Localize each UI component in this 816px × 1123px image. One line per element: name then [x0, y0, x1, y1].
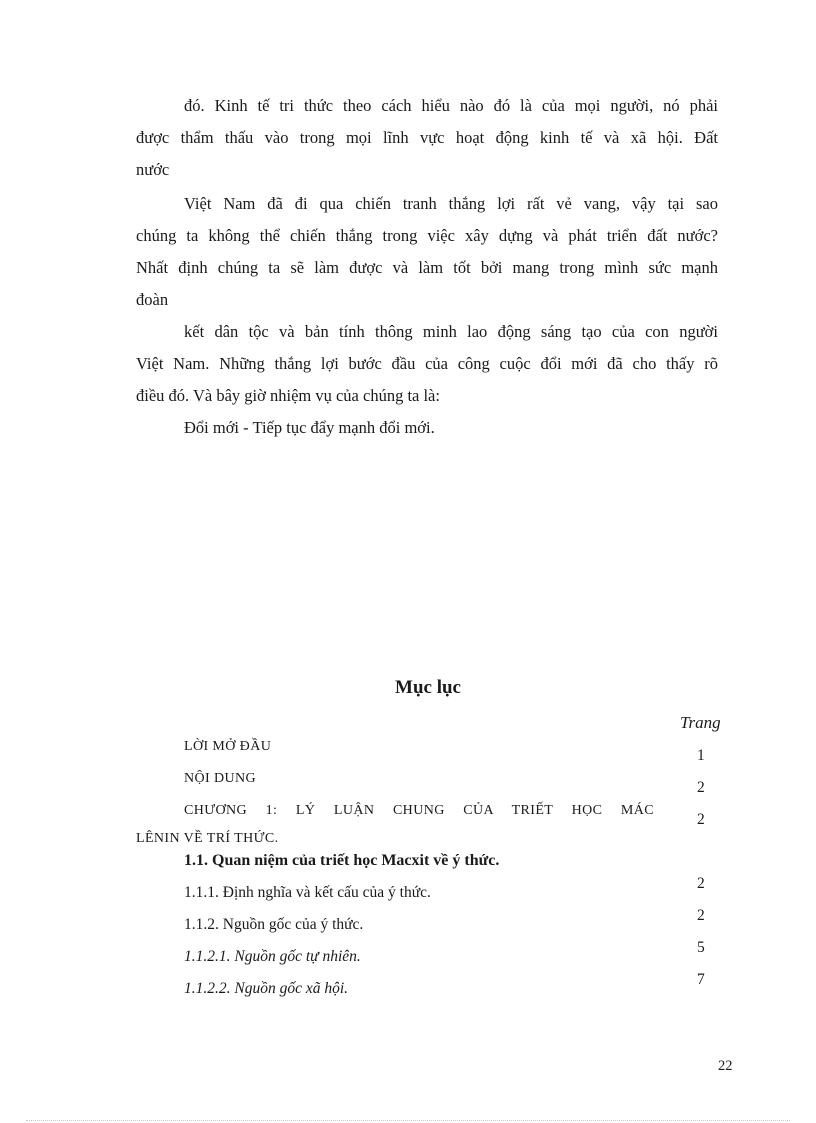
toc-entry-1-1-2[interactable]: 1.1.2. Nguồn gốc của ý thức. — [184, 916, 364, 933]
paragraph-2 — [136, 188, 718, 316]
toc-page-number: 7 — [697, 971, 705, 988]
text-line: nước — [136, 160, 170, 179]
paragraph-3 — [136, 316, 718, 412]
text-line: đó. Kinh tế tri thức theo cách hiểu nào đó là của mọi người, nó phải — [184, 96, 718, 115]
toc-entries — [136, 731, 654, 855]
toc-page-number: 2 — [697, 811, 705, 828]
toc-entry-chuong-1-cont[interactable]: LÊNIN VỀ TRÍ THỨC. — [136, 831, 279, 846]
toc-entry-loi-mo-dau[interactable]: LỜI MỞ ĐẦU — [184, 739, 272, 754]
toc-page-number: 5 — [697, 939, 705, 956]
toc-entry-1-1[interactable]: 1.1. Quan niệm của triết học Macxit về ý thức. — [184, 852, 500, 869]
toc-page-number: 2 — [697, 907, 705, 924]
text-line: chúng ta không thể chiến thắng trong việc xây dựng và phát triển đất nước? — [136, 226, 718, 245]
text-line: điều đó. Và bây giờ nhiệm vụ của chúng ta là: — [136, 386, 440, 405]
paragraph-4 — [136, 412, 718, 444]
toc-entry-1-1-2-1[interactable]: 1.1.2.1. Nguồn gốc tự nhiên. — [184, 948, 361, 965]
text-line: được thẩm thấu vào trong mọi lĩnh vực hoạt động kinh tế và xã hội. Đất — [136, 128, 718, 147]
toc-page-number: 2 — [697, 779, 705, 796]
toc-entries-sub — [136, 845, 654, 1005]
text-line: Việt Nam đã đi qua chiến tranh thắng lợi rất vẻ vang, vậy tại sao — [184, 194, 718, 213]
text-line: kết dân tộc và bản tính thông minh lao động sáng tạo của con người — [184, 322, 718, 341]
paragraph-1 — [136, 90, 718, 186]
footer-divider — [26, 1120, 790, 1121]
text-line: Việt Nam. Những thắng lợi bước đầu của công cuộc đổi mới đã cho thấy rõ — [136, 354, 718, 373]
toc-entry-1-1-2-2[interactable]: 1.1.2.2. Nguồn gốc xã hội. — [184, 980, 349, 997]
text-line: Đổi mới - Tiếp tục đẩy mạnh đổi mới. — [184, 418, 435, 437]
toc-entry-chuong-1[interactable]: CHƯƠNG 1: LÝ LUẬN CHUNG CỦA TRIẾT HỌC MÁC — [184, 803, 654, 818]
page-number: 22 — [718, 1058, 733, 1074]
toc-entry-noi-dung[interactable]: NỘI DUNG — [184, 771, 257, 786]
toc-page-number: 2 — [697, 875, 705, 892]
text-line: Nhất định chúng ta sẽ làm được và làm tốt bởi mang trong mình sức mạnh — [136, 258, 718, 277]
toc-page-number: 1 — [697, 747, 705, 764]
toc-entry-1-1-1[interactable]: 1.1.1. Định nghĩa và kết cấu của ý thức. — [184, 884, 431, 901]
toc-title: Mục lục — [395, 677, 461, 698]
toc-page-header: Trang — [680, 713, 721, 732]
text-line: đoàn — [136, 290, 169, 309]
